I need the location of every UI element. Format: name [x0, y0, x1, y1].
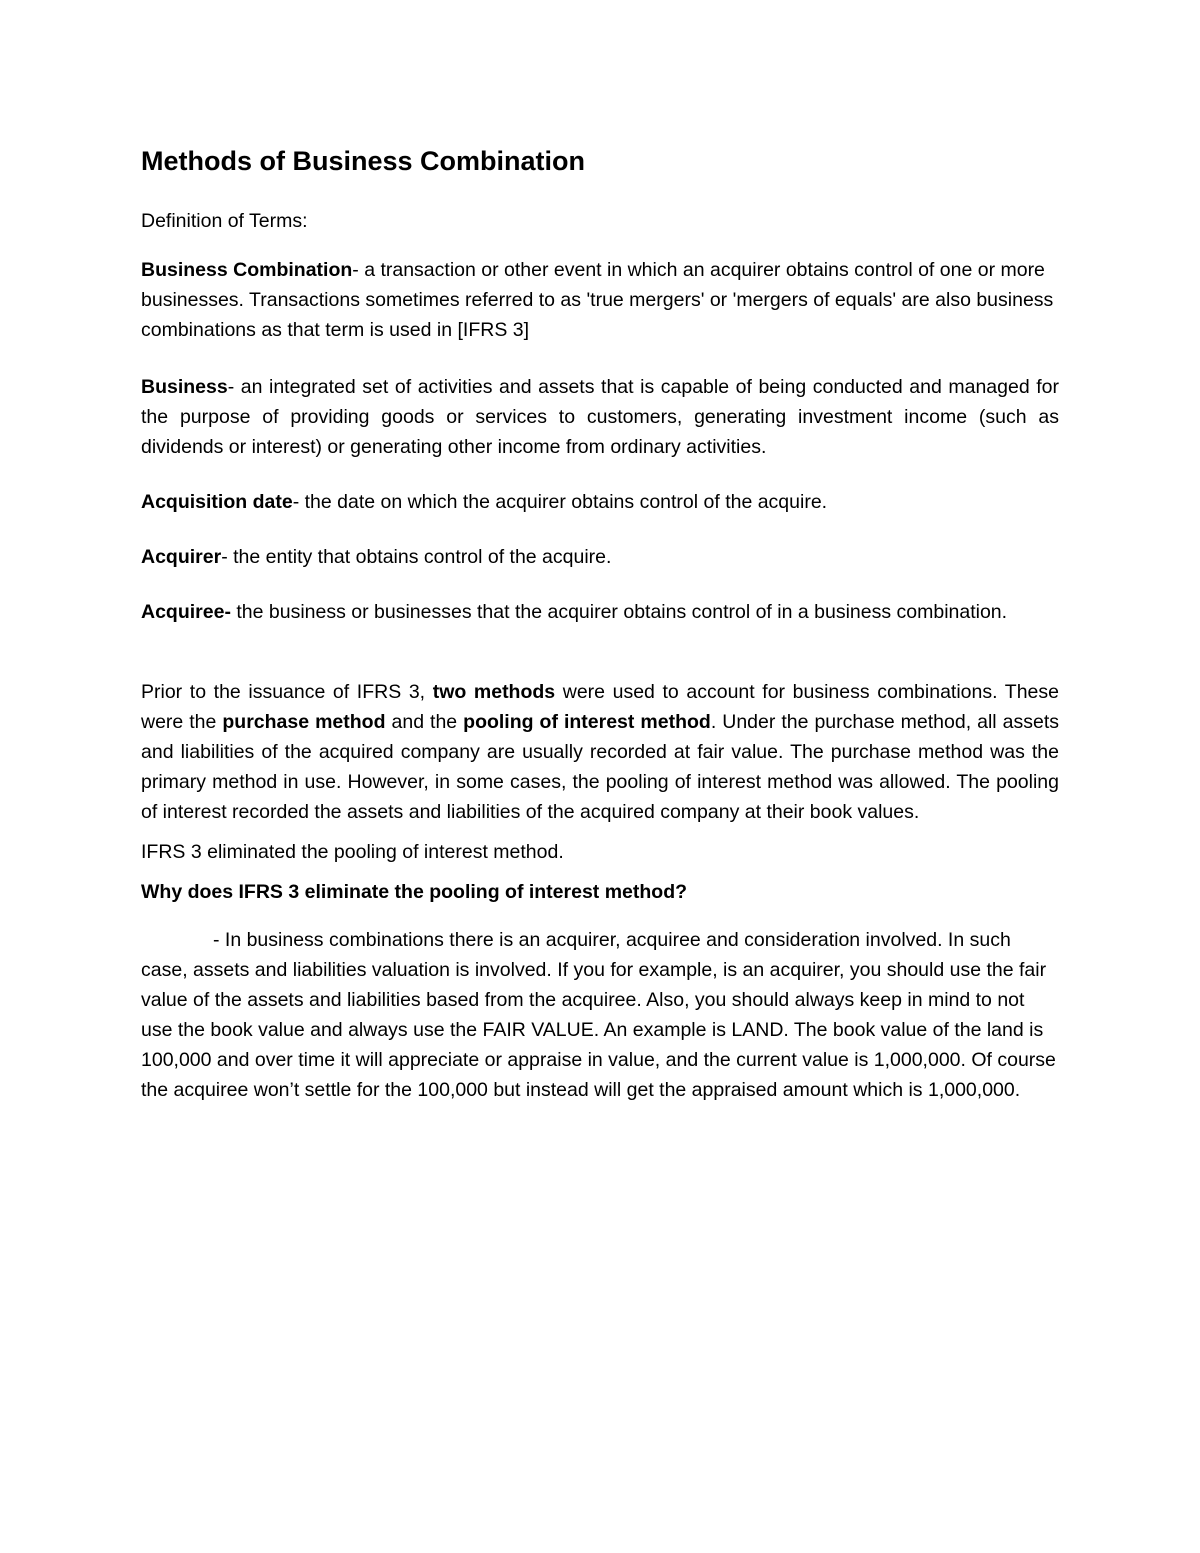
- definition-acquisition-date: [141, 487, 1059, 517]
- definition-term: Acquisition date: [141, 491, 293, 513]
- definitions-heading: Definition of Terms:: [141, 210, 308, 232]
- definition-acquiree: [141, 597, 1059, 627]
- definition-business: [141, 372, 1059, 462]
- answer-paragraph: - In business combinations there is an acquirer, acquiree and consideration involved. In such case, assets and liabilities valuation is involved. If you for example, is an acquirer, you should use the fair value of the assets and liabilities based from the acquiree. Also, you should always keep in mind to not use the book value and always use the FAIR VALUE. An example is LAND. The book value of the land is 100,000 and over time it will appreciate or appraise in value, and the current value is 1,000,000. Of course the acquiree won’t settle for the 100,000 but instead will get the appraised amount which is 1,000,000.: [141, 929, 1056, 1101]
- document-page: [141, 138, 1059, 1105]
- definition-text: - the entity that obtains control of the acquire.: [221, 546, 612, 568]
- question-heading: Why does IFRS 3 eliminate the pooling of interest method?: [141, 881, 688, 903]
- definition-term: Business: [141, 376, 228, 398]
- definition-text: the business or businesses that the acquirer obtains control of in a business combination.: [230, 601, 1008, 623]
- text-run: Prior to the issuance of IFRS 3,: [141, 681, 433, 703]
- prior-methods-paragraph: [141, 677, 1059, 827]
- definition-business-combination: [141, 255, 1059, 345]
- text-run: . Under the purchase method, all assets and liabilities of the acquired company are usually recorded at fair value. The purchase method was the primary method in use. However, in some cases, the pooling of interest method was allowed. The pooling of interest recorded the assets and liabilities of the acquired company at their book values.: [141, 711, 1059, 823]
- definition-term: Acquiree-: [141, 601, 231, 623]
- emphasis-pooling-method: pooling of interest method: [463, 711, 711, 733]
- definition-text: - a transaction or other event in which an acquirer obtains control of one or more businesses. Transactions sometimes referred to as 'true mergers' or 'mergers of equals' are also business combinations as that term is used in [IFRS 3]: [141, 259, 1054, 341]
- eliminated-statement: IFRS 3 eliminated the pooling of interest method.: [141, 841, 564, 863]
- emphasis-purchase-method: purchase method: [222, 711, 386, 733]
- definition-text: - an integrated set of activities and assets that is capable of being conducted and managed for the purpose of providing goods or services to customers, generating investment income (such as dividends or interest) or generating other income from ordinary activities.: [141, 376, 1059, 458]
- definition-term: Acquirer: [141, 546, 222, 568]
- definition-acquirer: [141, 542, 1059, 572]
- emphasis-two-methods: two methods: [432, 681, 556, 703]
- text-run: were used to account for business combinations. These were the: [141, 681, 1059, 733]
- text-run: and the: [385, 711, 464, 733]
- definition-term: Business Combination: [141, 259, 353, 281]
- definition-text: - the date on which the acquirer obtains control of the acquire.: [292, 491, 828, 513]
- page-title: Methods of Business Combination: [141, 146, 586, 176]
